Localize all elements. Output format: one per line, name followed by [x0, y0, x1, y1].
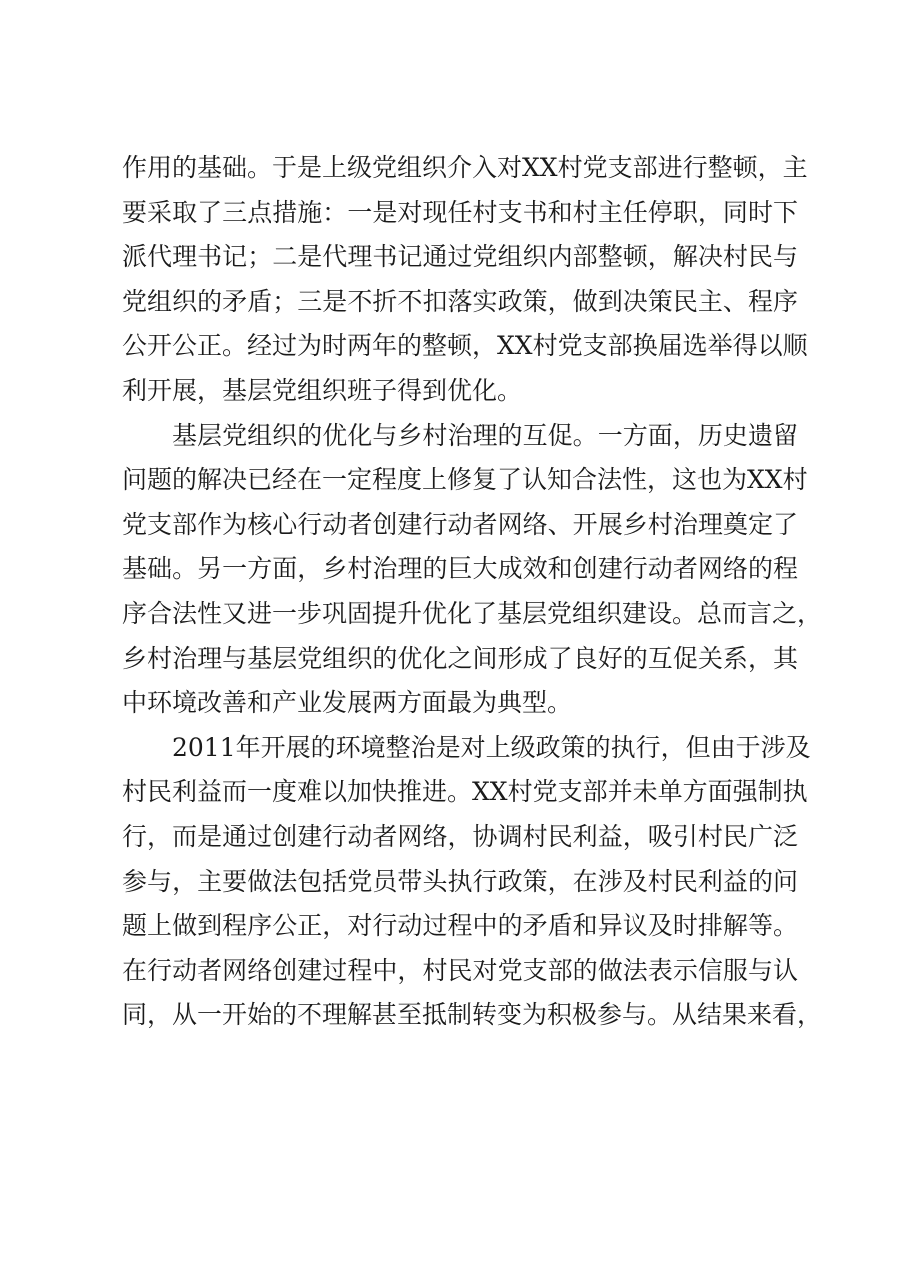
text-line: 问题的解决已经在一定程度上修复了认知合法性，这也为XX村	[122, 465, 808, 495]
body-text	[122, 146, 823, 1038]
text-line: 要采取了三点措施：一是对现任村支书和村主任停职，同时下	[122, 197, 798, 227]
text-line: 作用的基础。于是上级党组织介入对XX村党支部进行整顿，主	[122, 153, 808, 182]
text-line: 派代理书记；二是代理书记通过党组织内部整顿，解决村民与	[122, 242, 798, 272]
text-line: 公开公正。经过为时两年的整顿，XX村党支部换届选举得以顺	[122, 331, 808, 361]
paragraph-3	[122, 726, 823, 1038]
text-line: 2011年开展的环境整治是对上级政策的执行，但由于涉及	[172, 732, 811, 762]
text-line: 参与，主要做法包括党员带头执行政策，在涉及村民利益的问	[122, 866, 798, 896]
paragraph-1	[122, 146, 808, 414]
text-line: 村民利益而一度难以加快推进。XX村党支部并未单方面强制执	[122, 777, 808, 807]
text-line: 乡村治理与基层党组织的优化之间形成了良好的互促关系，其	[122, 643, 798, 673]
text-line: 同，从一开始的不理解甚至抵制转变为积极参与。从结果来看，	[122, 1000, 823, 1030]
text-line: 中环境改善和产业发展两方面最为典型。	[122, 688, 573, 718]
text-line: 基层党组织的优化与乡村治理的互促。一方面，历史遗留	[172, 420, 798, 450]
text-line: 基础。另一方面，乡村治理的巨大成效和创建行动者网络的程	[122, 554, 798, 584]
text-line: 利开展，基层党组织班子得到优化。	[122, 375, 523, 405]
paragraph-2	[122, 414, 823, 726]
text-line: 党支部作为核心行动者创建行动者网络、开展乡村治理奠定了	[122, 509, 798, 539]
text-line: 行，而是通过创建行动者网络，协调村民利益，吸引村民广泛	[122, 821, 798, 851]
text-line: 题上做到程序公正，对行动过程中的矛盾和异议及时排解等。	[122, 911, 798, 941]
text-line: 序合法性又进一步巩固提升优化了基层党组织建设。总而言之，	[122, 598, 823, 628]
text-line: 在行动者网络创建过程中，村民对党支部的做法表示信服与认	[122, 955, 798, 985]
text-line: 党组织的矛盾；三是不折不扣落实政策，做到决策民主、程序	[122, 286, 798, 316]
